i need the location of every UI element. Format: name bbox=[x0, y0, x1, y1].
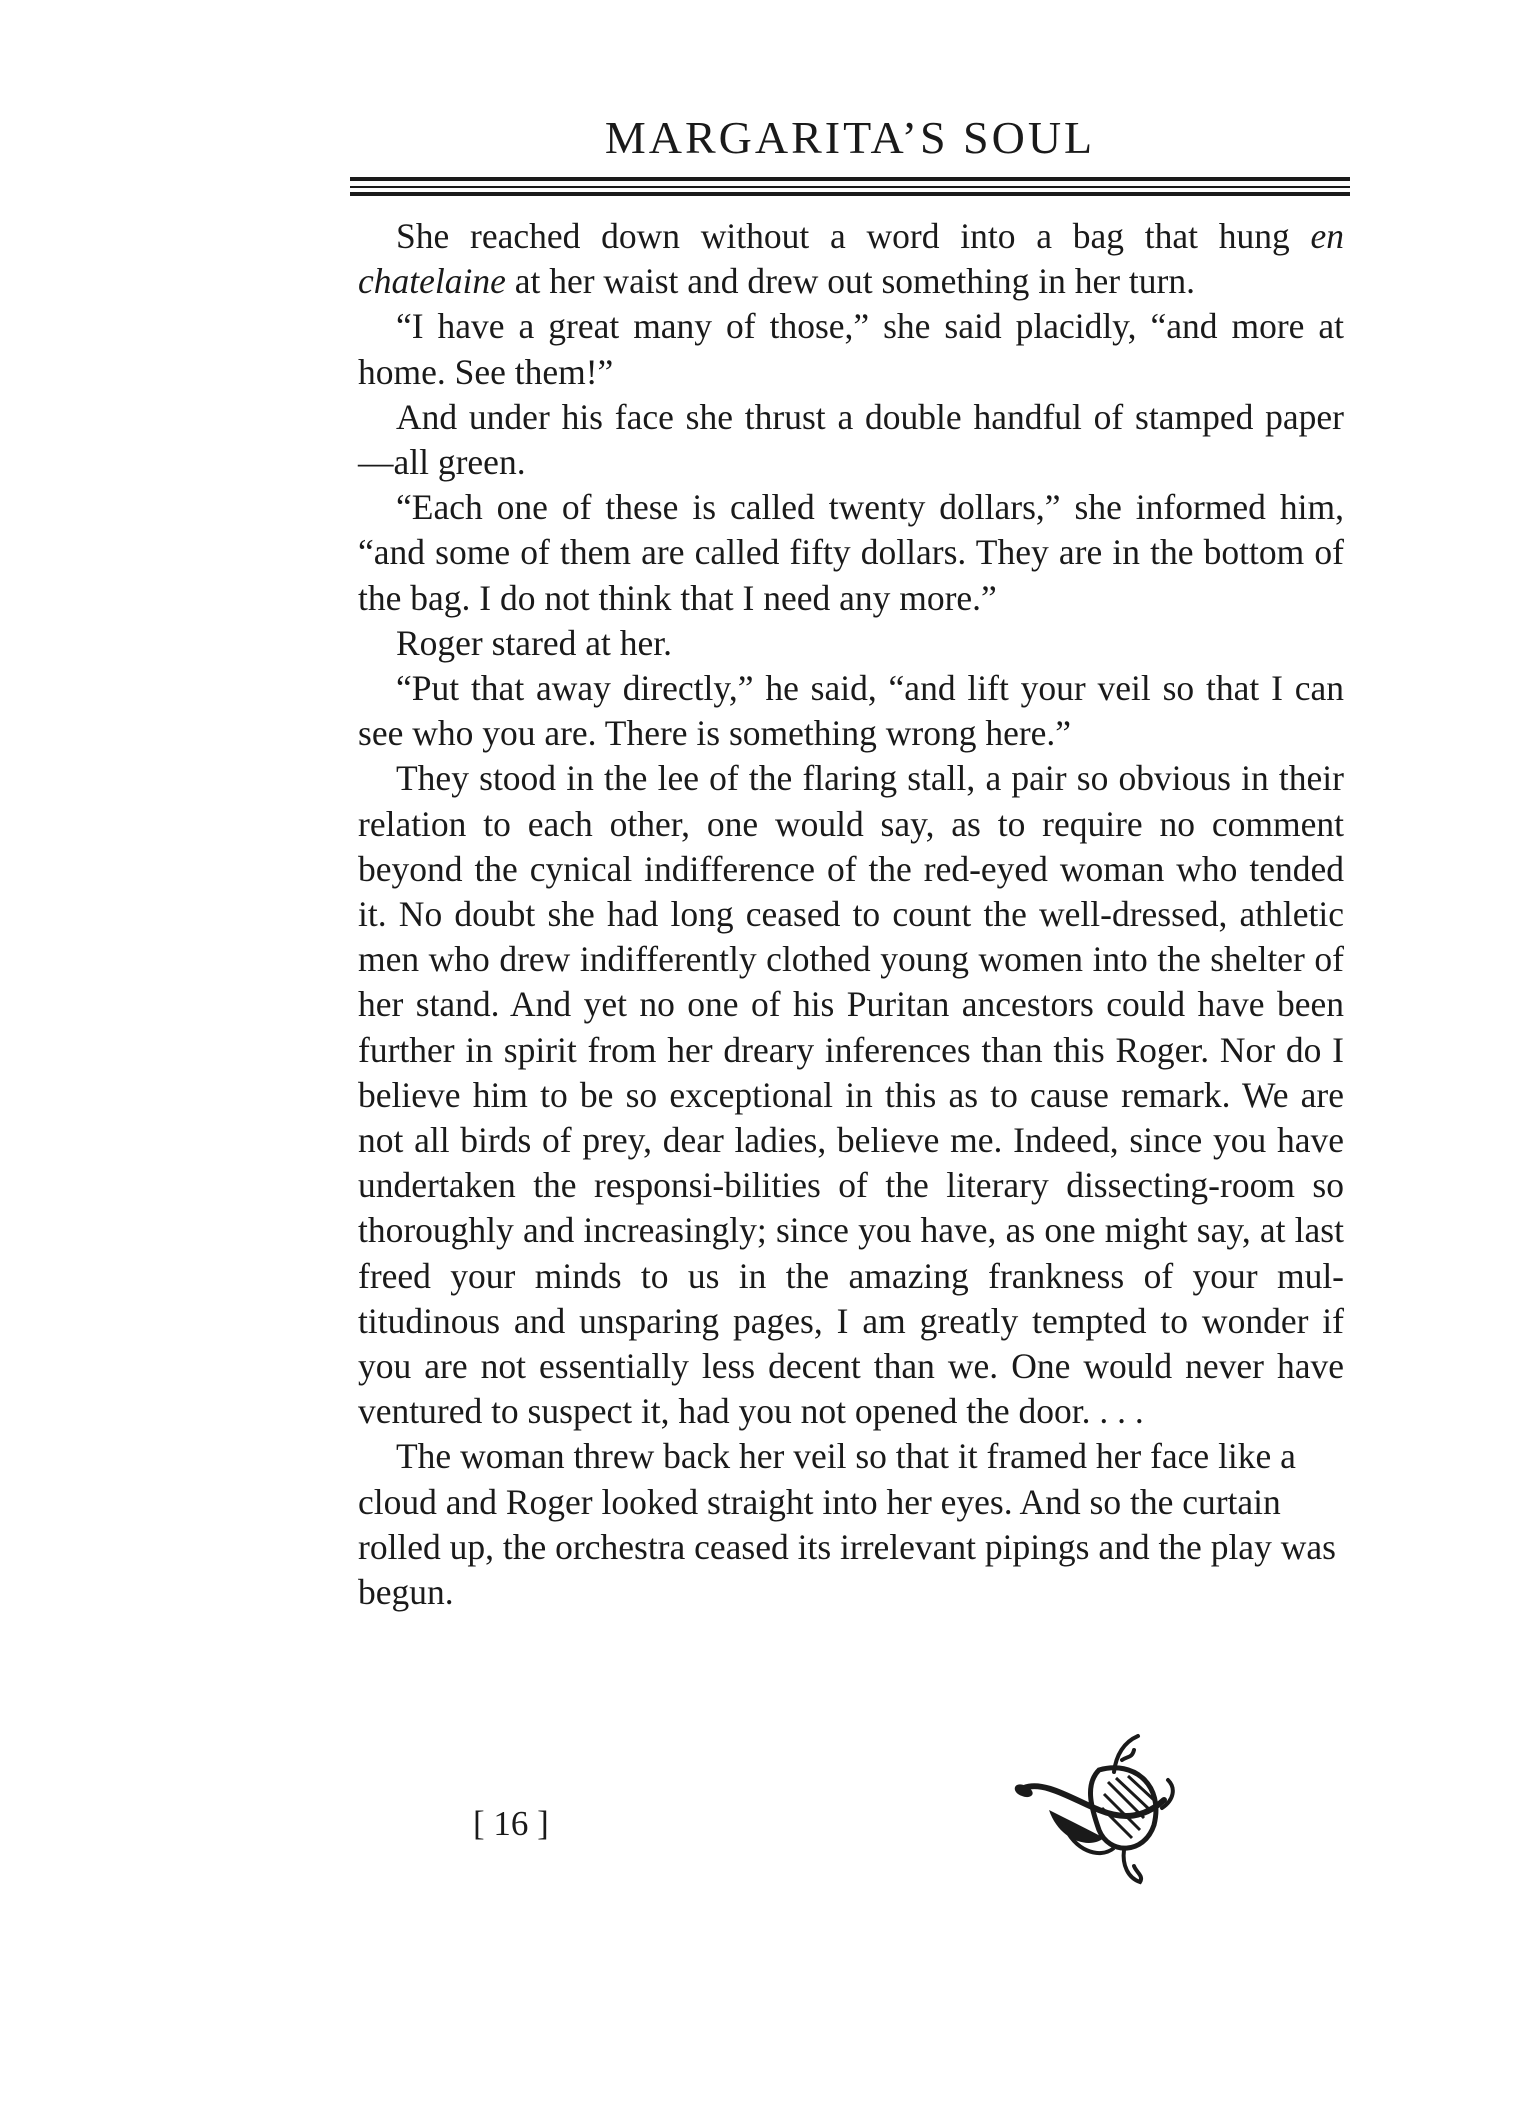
paragraph-1 bbox=[358, 214, 1344, 304]
body-text bbox=[358, 214, 1344, 1615]
paragraph-8: The woman threw back her veil so that it framed her face like a cloud and Roger looked straight into her eyes. And so the curtain rolled up, the orchestra ceased its irrelevant pipings and the play was begun. bbox=[358, 1436, 1336, 1613]
flower-ornament-icon bbox=[1004, 1730, 1184, 1890]
paragraph-7: They stood in the lee of the flaring stall, a pair so obvious in their relation to each other, one would say, as to require no comment beyond the cynical indifference of the red-eyed woman who tended it. No doubt she had long ceased to count the well-dressed, athletic men who drew indifferently clothed young women into the shelter of her stand. And yet no one of his Puritan ancestors could have been further in spirit from her dreary inferences than this Roger. Nor do I believe him to be so exceptional in this as to cause remark. We are not all birds of prey, dear ladies, believe me. Indeed, since you have undertaken the responsi-bilities of the literary dissecting-room so thoroughly and increasingly; since you have, as one might say, at last freed your minds to us in the amazing frankness of your mul-titudinous and unsparing pages, I am greatly tempted to wonder if you are not essentially less decent than we. One would never have ventured to suspect it, had you not opened the door. . . . bbox=[358, 758, 1344, 1432]
paragraph-1-before: She reached down without a word into a bag that hung bbox=[396, 216, 1311, 256]
paragraph-1-emphasis: en chatelaine bbox=[358, 216, 1344, 302]
paragraph-3: And under his face she thrust a double handful of stamped paper—all green. bbox=[358, 396, 1344, 483]
paragraph-6: “Put that away directly,” he said, “and lift your veil so that I can see who you are. There is something wrong here.” bbox=[358, 668, 1344, 754]
paragraph-4: “Each one of these is called twenty dollars,” she informed him, “and some of them are called fifty dollars. They are in the bottom of the bag. I do not think that I need any more.” bbox=[358, 487, 1344, 618]
header-rule-middle bbox=[350, 186, 1350, 188]
paragraph-5: Roger stared at her. bbox=[396, 622, 673, 663]
paragraph-1-after: at her waist and drew out something in her turn. bbox=[505, 261, 1195, 302]
running-head-title: MARGARITA’S SOUL bbox=[604, 112, 1096, 163]
page-number: [ 16 ] bbox=[473, 1804, 549, 1843]
header-rule-top bbox=[350, 177, 1350, 181]
paragraph-2: “I have a great many of those,” she said placidly, “and more at home. See them!” bbox=[358, 306, 1344, 392]
header-rule-bottom bbox=[350, 192, 1350, 196]
